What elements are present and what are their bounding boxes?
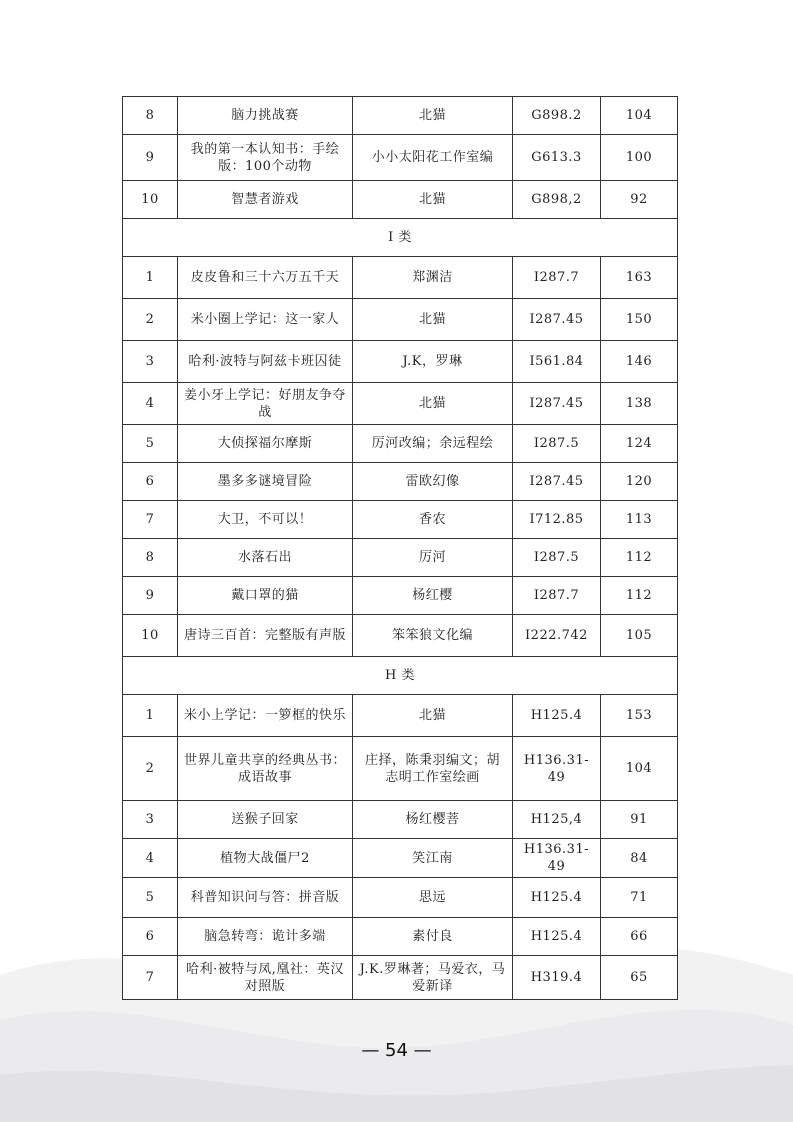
borrow-count: 153 — [601, 695, 678, 737]
borrow-count: 71 — [601, 878, 678, 918]
borrow-count: 124 — [601, 425, 678, 463]
call-number: G898.2 — [513, 97, 601, 135]
table-row — [123, 839, 678, 878]
table-row — [123, 737, 678, 801]
borrow-count: 112 — [601, 577, 678, 615]
call-number: G613.3 — [513, 135, 601, 181]
row-rank: 9 — [123, 135, 178, 181]
row-rank: 5 — [123, 878, 178, 918]
book-title: 科普知识问与答：拼音版 — [178, 878, 353, 918]
page-number: — 54 — — [361, 1040, 432, 1061]
section-header-row — [123, 657, 678, 695]
borrow-count: 65 — [601, 956, 678, 1000]
borrow-count: 120 — [601, 463, 678, 501]
table-row — [123, 501, 678, 539]
book-author: 郑渊洁 — [353, 257, 513, 299]
book-title: 我的第一本认知书：手绘版：100个动物 — [178, 135, 353, 181]
borrow-count: 92 — [601, 181, 678, 219]
book-author: 笑江南 — [353, 839, 513, 878]
borrow-count: 104 — [601, 737, 678, 801]
call-number: G898,2 — [513, 181, 601, 219]
book-author: 北猫 — [353, 695, 513, 737]
table-body — [123, 97, 678, 1000]
borrow-count: 66 — [601, 918, 678, 956]
call-number: I222.742 — [513, 615, 601, 657]
book-author: 杨红樱 — [353, 577, 513, 615]
section-title: I 类 — [123, 219, 678, 257]
section-header-row — [123, 219, 678, 257]
borrow-count: 113 — [601, 501, 678, 539]
call-number: H125.4 — [513, 918, 601, 956]
book-title: 脑急转弯：诡计多端 — [178, 918, 353, 956]
row-rank: 2 — [123, 737, 178, 801]
book-author: 北猫 — [353, 97, 513, 135]
row-rank: 3 — [123, 801, 178, 839]
call-number: I287.7 — [513, 577, 601, 615]
table-row — [123, 878, 678, 918]
call-number: H125,4 — [513, 801, 601, 839]
book-title: 水落石出 — [178, 539, 353, 577]
book-title: 哈利·波特与阿兹卡班囚徒 — [178, 341, 353, 383]
book-ranking-table — [122, 96, 678, 1000]
table-row — [123, 463, 678, 501]
row-rank: 4 — [123, 383, 178, 425]
book-ranking-sheet — [122, 96, 672, 1000]
borrow-count: 150 — [601, 299, 678, 341]
book-title: 米小上学记：一箩框的快乐 — [178, 695, 353, 737]
book-author: J.K，罗琳 — [353, 341, 513, 383]
book-author: 香农 — [353, 501, 513, 539]
table-row — [123, 257, 678, 299]
call-number: I287.5 — [513, 425, 601, 463]
table-row — [123, 577, 678, 615]
book-author: 厉河改编；余远程绘 — [353, 425, 513, 463]
call-number: I287.45 — [513, 299, 601, 341]
row-rank: 4 — [123, 839, 178, 878]
call-number: I561.84 — [513, 341, 601, 383]
row-rank: 6 — [123, 463, 178, 501]
row-rank: 5 — [123, 425, 178, 463]
book-author: 北猫 — [353, 181, 513, 219]
book-author: 厉河 — [353, 539, 513, 577]
book-title: 送猴子回家 — [178, 801, 353, 839]
book-title: 大卫，不可以！ — [178, 501, 353, 539]
book-title: 世界儿童共享的经典丛书：成语故事 — [178, 737, 353, 801]
book-author: 杨红樱菩 — [353, 801, 513, 839]
call-number: H136.31-49 — [513, 839, 601, 878]
book-title: 脑力挑战赛 — [178, 97, 353, 135]
book-title: 大侦探福尔摩斯 — [178, 425, 353, 463]
row-rank: 7 — [123, 501, 178, 539]
table-row — [123, 539, 678, 577]
book-author: 雷欧幻像 — [353, 463, 513, 501]
book-author: 庄择，陈秉羽编文；胡志明工作室绘画 — [353, 737, 513, 801]
call-number: H319.4 — [513, 956, 601, 1000]
table-row — [123, 299, 678, 341]
borrow-count: 105 — [601, 615, 678, 657]
book-title: 哈利·被特与凤,凰社：英汉对照版 — [178, 956, 353, 1000]
row-rank: 10 — [123, 615, 178, 657]
call-number: I287.5 — [513, 539, 601, 577]
table-row — [123, 97, 678, 135]
borrow-count: 138 — [601, 383, 678, 425]
table-row — [123, 956, 678, 1000]
table-row — [123, 615, 678, 657]
book-title: 植物大战僵尸2 — [178, 839, 353, 878]
table-row — [123, 801, 678, 839]
borrow-count: 84 — [601, 839, 678, 878]
section-title: H 类 — [123, 657, 678, 695]
call-number: H136.31-49 — [513, 737, 601, 801]
row-rank: 8 — [123, 539, 178, 577]
table-row — [123, 695, 678, 737]
row-rank: 2 — [123, 299, 178, 341]
book-title: 戴口罩的猫 — [178, 577, 353, 615]
call-number: I712.85 — [513, 501, 601, 539]
row-rank: 8 — [123, 97, 178, 135]
row-rank: 10 — [123, 181, 178, 219]
table-row — [123, 425, 678, 463]
borrow-count: 112 — [601, 539, 678, 577]
call-number: H125.4 — [513, 695, 601, 737]
table-row — [123, 181, 678, 219]
table-row — [123, 383, 678, 425]
book-author: 北猫 — [353, 299, 513, 341]
book-author: 小小太阳花工作室编 — [353, 135, 513, 181]
call-number: I287.45 — [513, 383, 601, 425]
borrow-count: 163 — [601, 257, 678, 299]
book-author: 素付良 — [353, 918, 513, 956]
borrow-count: 104 — [601, 97, 678, 135]
book-title: 姜小牙上学记：好朋友争夺战 — [178, 383, 353, 425]
borrow-count: 146 — [601, 341, 678, 383]
book-title: 唐诗三百首：完整版有声版 — [178, 615, 353, 657]
table-row — [123, 918, 678, 956]
row-rank: 1 — [123, 257, 178, 299]
book-author: 北猫 — [353, 383, 513, 425]
borrow-count: 91 — [601, 801, 678, 839]
book-title: 皮皮鲁和三十六万五千天 — [178, 257, 353, 299]
book-author: 思远 — [353, 878, 513, 918]
row-rank: 7 — [123, 956, 178, 1000]
book-title: 墨多多谜境冒险 — [178, 463, 353, 501]
call-number: I287.7 — [513, 257, 601, 299]
row-rank: 3 — [123, 341, 178, 383]
table-row — [123, 341, 678, 383]
row-rank: 9 — [123, 577, 178, 615]
row-rank: 1 — [123, 695, 178, 737]
row-rank: 6 — [123, 918, 178, 956]
call-number: H125.4 — [513, 878, 601, 918]
borrow-count: 100 — [601, 135, 678, 181]
table-row — [123, 135, 678, 181]
book-title: 米小圈上学记：这一家人 — [178, 299, 353, 341]
book-author: 笨笨狼文化编 — [353, 615, 513, 657]
book-author: J.K.罗琳著；马爱衣，马爱新译 — [353, 956, 513, 1000]
call-number: I287.45 — [513, 463, 601, 501]
book-title: 智慧者游戏 — [178, 181, 353, 219]
